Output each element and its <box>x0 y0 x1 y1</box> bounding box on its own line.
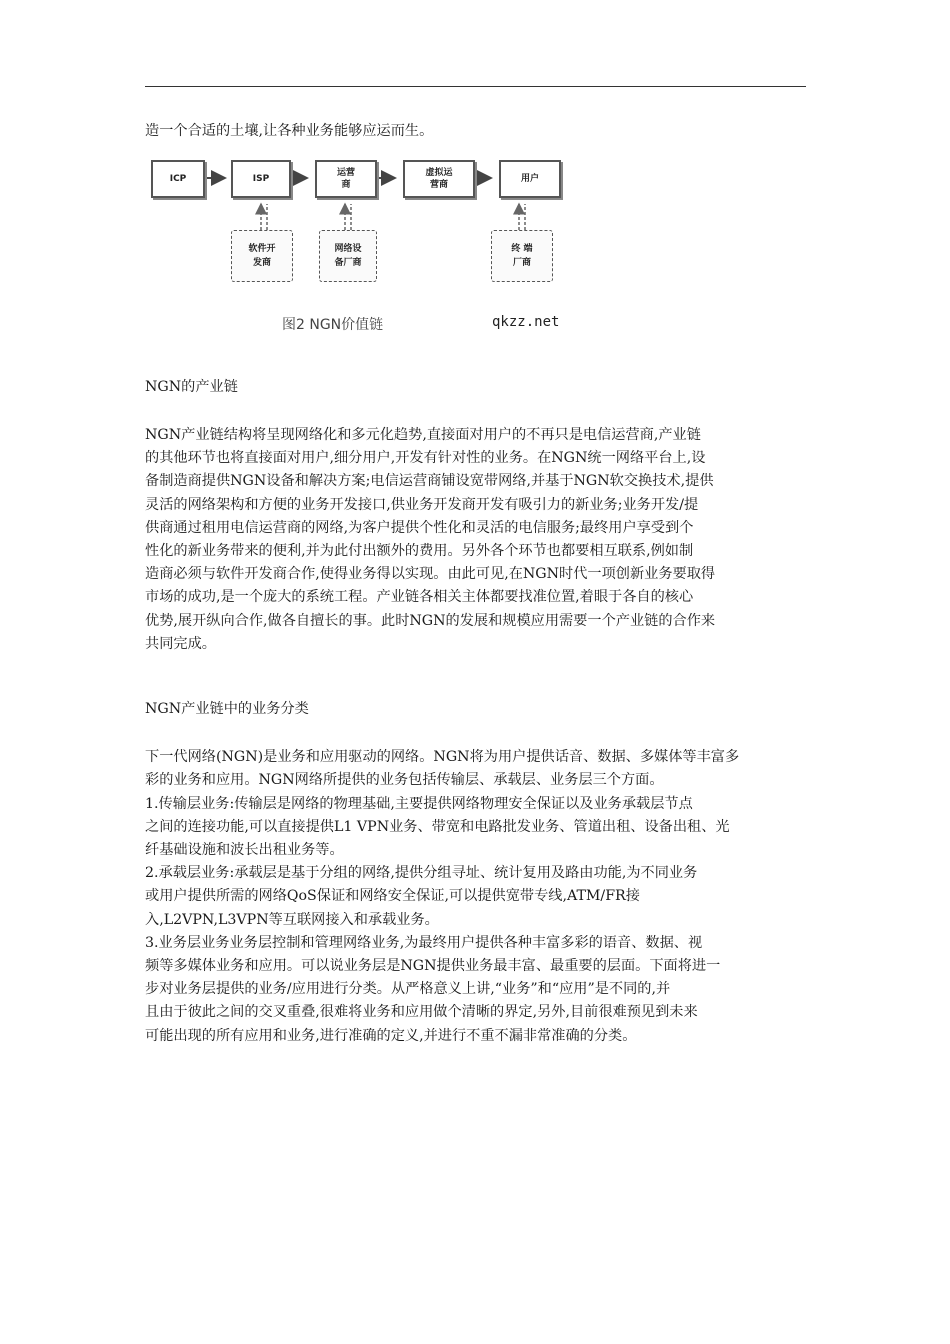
chain-node-isp: ISP <box>231 160 291 198</box>
supplier-equipment: 网络设 备厂商 <box>319 230 377 282</box>
paragraph-line: 频等多媒体业务和应用。可以说业务层是NGN提供业务最丰富、最重要的层面。下面将进一 <box>145 958 721 974</box>
figure-caption: 图2 NGN价值链 <box>282 317 384 333</box>
header-rule <box>145 86 806 87</box>
intro-line: 造一个合适的土壤,让各种业务能够应运而生。 <box>145 123 434 139</box>
paragraph-line: 入,L2VPN,L3VPN等互联网接入和承载业务。 <box>145 912 439 928</box>
paragraph-line: 纤基础设施和波长出租业务等。 <box>145 842 344 858</box>
supplier-terminal: 终 端 厂商 <box>491 230 553 282</box>
paragraph-line: 优势,展开纵向合作,做各自擅长的事。此时NGN的发展和规模应用需要一个产业链的合作来 <box>145 613 716 629</box>
chain-node-operator: 运营 商 <box>315 160 377 198</box>
paragraph-line: 备制造商提供NGN设备和解决方案;电信运营商铺设宽带网络,并基于NGN软交换技术,提供 <box>145 473 714 489</box>
paragraph-line: 灵活的网络架构和方便的业务开发接口,供业务开发商开发有吸引力的新业务;业务开发/提 <box>145 497 699 513</box>
list-item-bearer: 2.承载层业务:承载层是基于分组的网络,提供分组寻址、统计复用及路由功能,为不同业务 <box>145 865 698 881</box>
paragraph-line: 且由于彼此之间的交叉重叠,很难将业务和应用做个清晰的界定,另外,目前很难预见到未来 <box>145 1004 698 1020</box>
paragraph-line: 可能出现的所有应用和业务,进行准确的定义,并进行不重不漏非常准确的分类。 <box>145 1028 637 1044</box>
section1-heading: NGN的产业链 <box>145 379 238 395</box>
paragraph-line: 下一代网络(NGN)是业务和应用驱动的网络。NGN将为用户提供话音、数据、多媒体等丰富多 <box>145 749 740 765</box>
paragraph-line: 之间的连接功能,可以直接提供L1 VPN业务、带宽和电路批发业务、管道出租、设备出租、光 <box>145 819 730 835</box>
supplier-software: 软件开 发商 <box>231 230 293 282</box>
paragraph-line: 步对业务层提供的业务/应用进行分类。从严格意义上讲,“业务”和“应用”是不同的,并 <box>145 981 671 997</box>
paragraph-line: 共同完成。 <box>145 636 216 652</box>
paragraph-line: 造商必须与软件开发商合作,使得业务得以实现。由此可见,在NGN时代一项创新业务要取得 <box>145 566 716 582</box>
paragraph-line: 性化的新业务带来的便利,并为此付出额外的费用。另外各个环节也都要相互联系,例如制 <box>145 543 694 559</box>
figure-source: qkzz.net <box>492 314 560 330</box>
paragraph-line: 的其他环节也将直接面对用户,细分用户,开发有针对性的业务。在NGN统一网络平台上,设 <box>145 450 706 466</box>
paragraph-line: NGN产业链结构将呈现网络化和多元化趋势,直接面对用户的不再只是电信运营商,产业链 <box>145 427 701 443</box>
list-item-transport: 1.传输层业务:传输层是网络的物理基础,主要提供网络物理安全保证以及业务承载层节点 <box>145 796 693 812</box>
section2-heading: NGN产业链中的业务分类 <box>145 701 309 717</box>
paragraph-line: 供商通过租用电信运营商的网络,为客户提供个性化和灵活的电信服务;最终用户享受到个 <box>145 520 694 536</box>
value-chain-figure <box>145 150 615 350</box>
paragraph-line: 彩的业务和应用。NGN网络所提供的业务包括传输层、承载层、业务层三个方面。 <box>145 772 664 788</box>
paragraph-line: 市场的成功,是一个庞大的系统工程。产业链各相关主体都要找准位置,着眼于各自的核心 <box>145 589 694 605</box>
chain-node-virtual-operator: 虚拟运 营商 <box>403 160 475 198</box>
chain-node-icp: ICP <box>151 160 205 198</box>
paragraph-line: 或用户提供所需的网络QoS保证和网络安全保证,可以提供宽带专线,ATM/FR接 <box>145 888 640 904</box>
chain-node-user: 用户 <box>499 160 561 198</box>
list-item-service: 3.业务层业务业务层控制和管理网络业务,为最终用户提供各种丰富多彩的语音、数据、视 <box>145 935 703 951</box>
